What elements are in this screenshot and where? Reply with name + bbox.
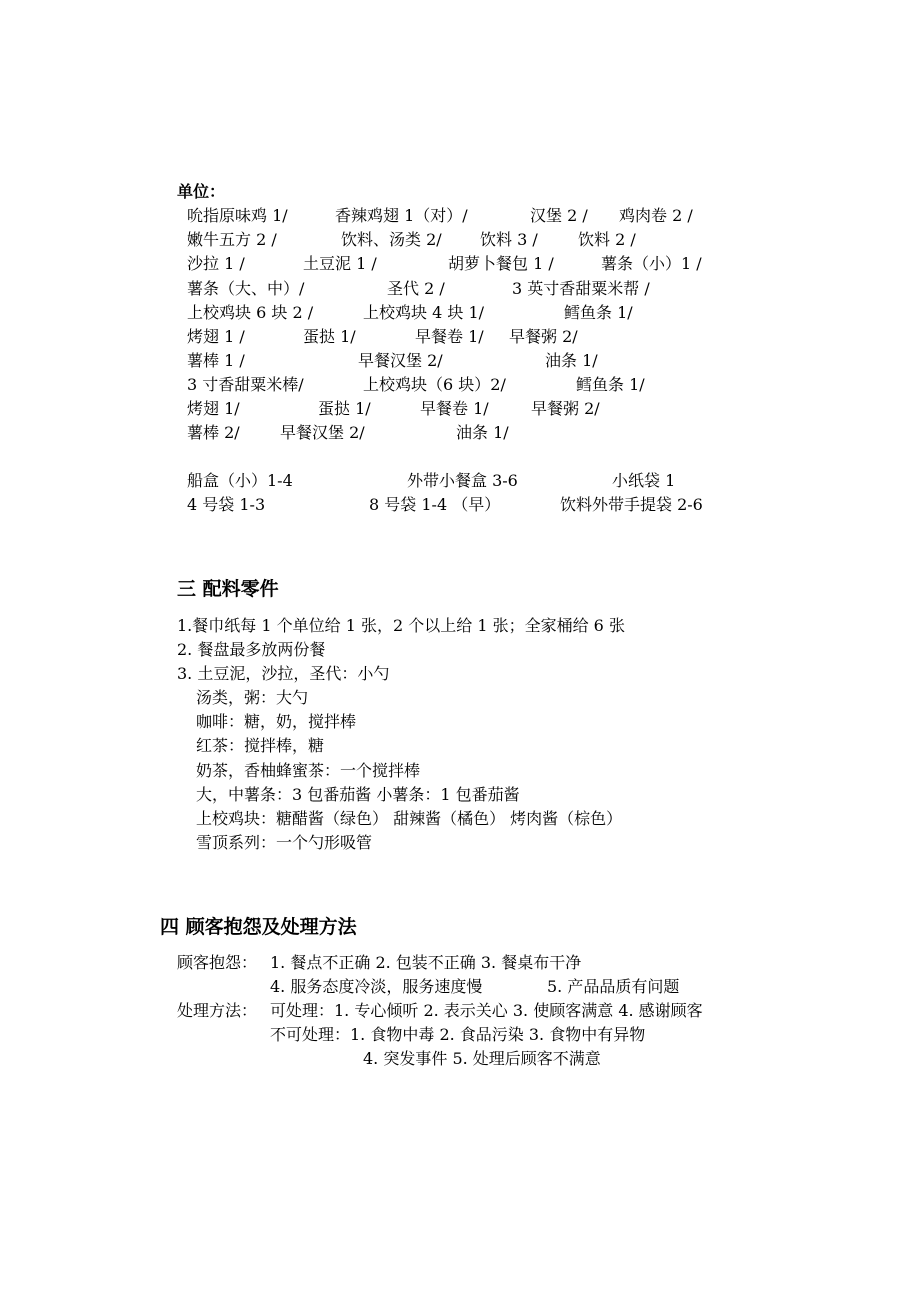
packaging-item: 8 号袋 1-4 （早） xyxy=(369,495,501,514)
section-heading-complaints: 四 顾客抱怨及处理方法 xyxy=(160,916,357,938)
unit-item: 薯条（小）1 / xyxy=(601,254,702,273)
condiment-line: 咖啡：糖，奶，搅拌棒 xyxy=(196,712,357,731)
unit-item: 土豆泥 1 / xyxy=(303,254,377,273)
unit-item: 薯棒 1 / xyxy=(187,351,245,370)
handling-line: 4. 突发事件 5. 处理后顾客不满意 xyxy=(363,1049,601,1068)
unit-item: 油条 1/ xyxy=(456,423,509,442)
unit-item: 圣代 2 / xyxy=(387,279,445,298)
unit-item: 蛋挞 1/ xyxy=(318,399,371,418)
unit-item: 早餐粥 2/ xyxy=(509,327,578,346)
condiment-line: 1.餐巾纸每 1 个单位给 1 张，2 个以上给 1 张；全家桶给 6 张 xyxy=(177,616,625,635)
condiment-line: 雪顶系列：一个勺形吸管 xyxy=(196,833,373,852)
unit-item: 饮料 3 / xyxy=(480,230,538,249)
unit-item: 烤翅 1/ xyxy=(187,399,240,418)
condiment-line: 红茶：搅拌棒，糖 xyxy=(196,736,325,755)
handling-line: 可处理：1. 专心倾听 2. 表示关心 3. 使顾客满意 4. 感谢顾客 xyxy=(270,1001,703,1020)
unit-item: 烤翅 1 / xyxy=(187,327,245,346)
condiment-line: 汤类，粥：大勺 xyxy=(196,688,309,707)
condiment-line: 大，中薯条：3 包番茄酱 小薯条：1 包番茄酱 xyxy=(196,785,520,804)
unit-item: 早餐卷 1/ xyxy=(415,327,484,346)
unit-item: 薯棒 2/ xyxy=(187,423,240,442)
unit-item: 3 寸香甜粟米棒/ xyxy=(187,375,304,394)
unit-item: 汉堡 2 / xyxy=(530,206,588,225)
condiment-line: 奶茶，香柚蜂蜜茶：一个搅拌棒 xyxy=(196,761,421,780)
packaging-item: 饮料外带手提袋 2-6 xyxy=(560,495,703,514)
section-heading-condiments: 三 配料零件 xyxy=(177,578,279,600)
unit-item: 早餐汉堡 2/ xyxy=(280,423,365,442)
unit-item: 鳕鱼条 1/ xyxy=(564,303,633,322)
unit-item: 嫩牛五方 2 / xyxy=(187,230,277,249)
unit-item: 油条 1/ xyxy=(545,351,598,370)
unit-item: 沙拉 1 / xyxy=(187,254,245,273)
unit-item: 上校鸡块 6 块 2 / xyxy=(187,303,314,322)
units-title: 单位： xyxy=(177,182,226,201)
complaint-line: 4. 服务态度冷淡，服务速度慢 xyxy=(270,977,483,996)
unit-item: 鳕鱼条 1/ xyxy=(576,375,645,394)
packaging-item: 外带小餐盒 3-6 xyxy=(407,471,518,490)
unit-item: 早餐卷 1/ xyxy=(420,399,489,418)
condiment-line: 2. 餐盘最多放两份餐 xyxy=(177,640,326,659)
condiment-line: 3. 土豆泥，沙拉，圣代：小勺 xyxy=(177,664,390,683)
unit-item: 早餐粥 2/ xyxy=(531,399,600,418)
unit-item: 吮指原味鸡 1/ xyxy=(187,206,288,225)
unit-item: 胡萝卜餐包 1 / xyxy=(448,254,554,273)
handling-label: 处理方法： xyxy=(177,1001,258,1020)
handling-line: 不可处理：1. 食物中毒 2. 食品污染 3. 食物中有异物 xyxy=(270,1025,646,1044)
unit-item: 薯条（大、中）/ xyxy=(187,279,305,298)
unit-item: 早餐汉堡 2/ xyxy=(358,351,443,370)
packaging-item: 船盒（小）1-4 xyxy=(187,471,293,490)
unit-item: 蛋挞 1/ xyxy=(303,327,356,346)
unit-item: 3 英寸香甜粟米帮 / xyxy=(512,279,650,298)
unit-item: 上校鸡块（6 块）2/ xyxy=(363,375,506,394)
unit-item: 饮料 2 / xyxy=(578,230,636,249)
packaging-item: 小纸袋 1 xyxy=(612,471,676,490)
complaint-line: 1. 餐点不正确 2. 包装不正确 3. 餐桌布干净 xyxy=(270,953,582,972)
unit-item: 上校鸡块 4 块 1/ xyxy=(363,303,485,322)
packaging-item: 4 号袋 1-3 xyxy=(187,495,266,514)
unit-item: 饮料、汤类 2/ xyxy=(341,230,442,249)
complaint-line: 5. 产品品质有问题 xyxy=(547,977,680,996)
unit-item: 香辣鸡翅 1（对）/ xyxy=(335,206,468,225)
condiment-line: 上校鸡块：糖醋酱（绿色） 甜辣酱（橘色） 烤肉酱（棕色） xyxy=(196,809,623,828)
unit-item: 鸡肉卷 2 / xyxy=(619,206,693,225)
complaint-label: 顾客抱怨： xyxy=(177,953,258,972)
